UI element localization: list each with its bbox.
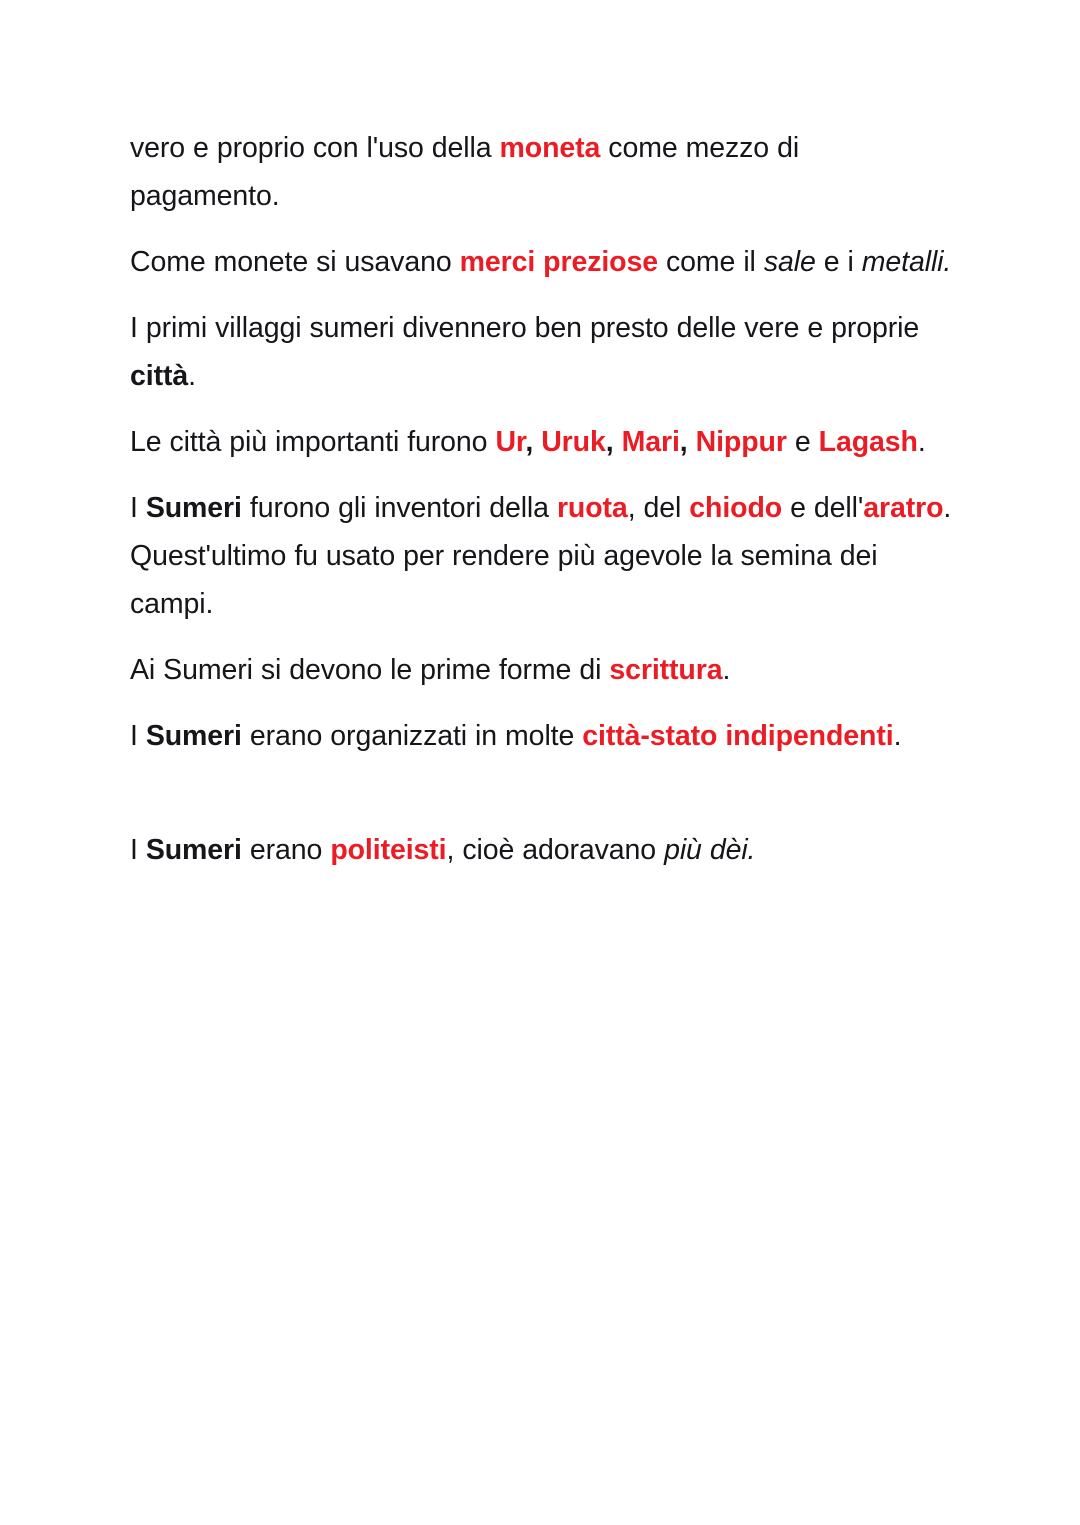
paragraph-7 <box>130 712 952 760</box>
highlight-citta-stato-indipendenti: città-stato indipendenti <box>582 720 894 752</box>
text-run: come il <box>658 246 764 278</box>
emphasis-metalli: metalli. <box>861 246 952 278</box>
highlight-nippur: Nippur <box>695 426 787 458</box>
text-run: vero e proprio con l'uso della <box>130 132 500 164</box>
text-run: . <box>188 360 196 392</box>
text-run: I <box>130 834 146 866</box>
emphasis-piu-dei: più dèi. <box>664 834 756 866</box>
highlight-ur: Ur <box>495 426 526 458</box>
sentence-period: . <box>722 654 731 686</box>
strong-sumeri: Sumeri <box>145 492 242 524</box>
text-run: . Quest'ultimo fu usato per rendere più agevole la semina dei campi. <box>130 492 952 620</box>
strong-citta: città <box>130 360 189 392</box>
highlight-scrittura: scrittura <box>609 654 723 686</box>
paragraph-6 <box>130 646 952 694</box>
text-run: I <box>130 720 146 752</box>
paragraph-5 <box>130 484 952 628</box>
paragraph-2 <box>130 238 952 286</box>
paragraph-4 <box>130 418 952 466</box>
highlight-moneta: moneta <box>499 132 601 164</box>
text-run: Ai Sumeri si devono le prime forme di <box>130 654 610 686</box>
text-run: e dell' <box>782 492 864 524</box>
text-run: , del <box>627 492 690 524</box>
highlight-uruk: Uruk <box>541 426 606 458</box>
highlight-politeisti: politeisti <box>330 834 447 866</box>
text-run: furono gli inventori della <box>241 492 557 524</box>
text-run: come mezzo di pagamento. <box>130 132 800 212</box>
highlight-ruota: ruota <box>556 492 628 524</box>
separator-comma: , <box>605 426 622 458</box>
text-run: I primi villaggi sumeri divennero ben presto delle vere e proprie <box>130 312 920 344</box>
text-run: e <box>786 426 819 458</box>
sentence-period: . <box>917 426 926 458</box>
text-run: erano <box>241 834 331 866</box>
paragraph-1 <box>130 124 952 220</box>
highlight-aratro: aratro <box>863 492 944 524</box>
strong-sumeri: Sumeri <box>145 834 242 866</box>
text-run: erano organizzati in molte <box>241 720 583 752</box>
sentence-period: . <box>893 720 902 752</box>
highlight-chiodo: chiodo <box>689 492 783 524</box>
paragraph-8 <box>130 826 952 874</box>
highlight-mari: Mari <box>621 426 680 458</box>
text-run: Come monete si usavano <box>130 246 460 278</box>
paragraph-3 <box>130 304 952 400</box>
separator-comma: , <box>525 426 542 458</box>
document-text-body <box>130 124 952 874</box>
separator-comma: , <box>679 426 696 458</box>
text-run: Le città più importanti furono <box>130 426 496 458</box>
emphasis-sale: sale <box>763 246 816 278</box>
text-run: e i <box>815 246 862 278</box>
highlight-merci-preziose: merci preziose <box>459 246 658 278</box>
text-run: , cioè adoravano <box>446 834 665 866</box>
highlight-lagash: Lagash <box>818 426 918 458</box>
strong-sumeri: Sumeri <box>145 720 242 752</box>
text-run: I <box>130 492 146 524</box>
